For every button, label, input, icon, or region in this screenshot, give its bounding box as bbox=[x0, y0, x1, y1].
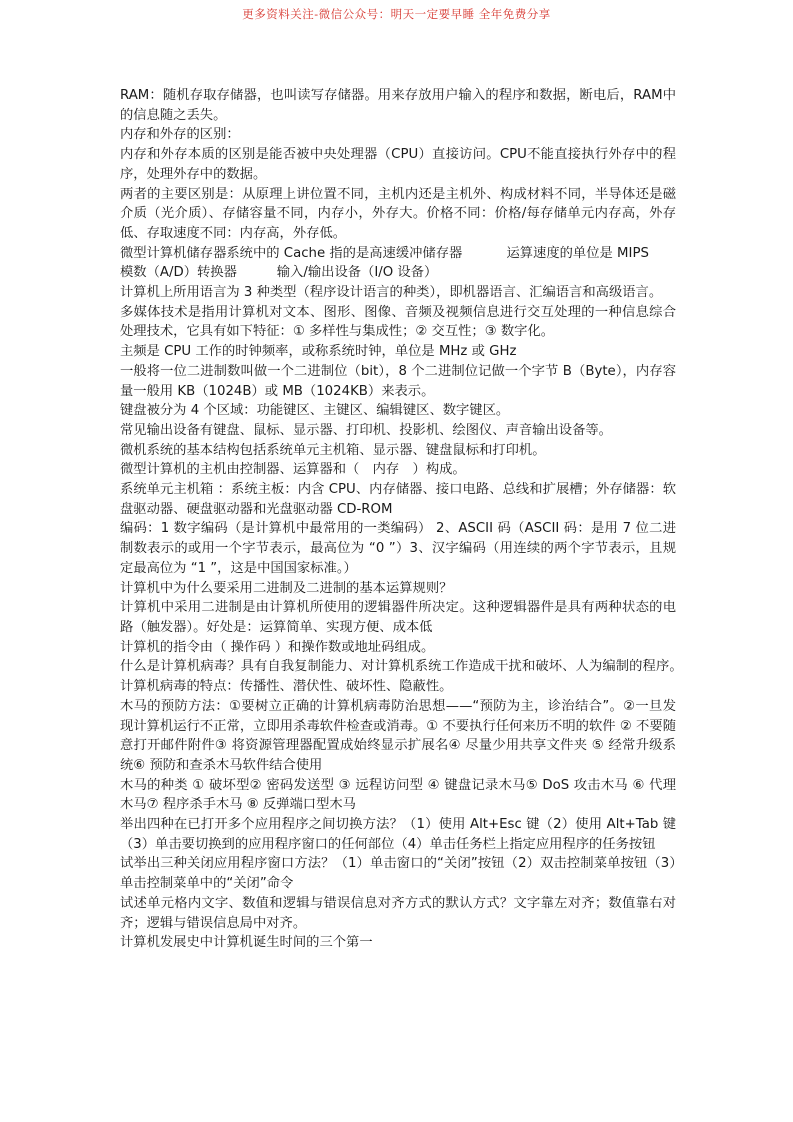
paragraph: 举出四种在已打开多个应用程序之间切换方法？（1）使用 Alt+Esc 键（2）使用 Alt+Tab 键（3）单击要切换到的应用程序窗口的任何部位（4）单击任务栏上指定应用程序的任务按钮 bbox=[120, 817, 676, 852]
paragraph: 木马的种类 ① 破坏型② 密码发送型 ③ 远程访问型 ④ 键盘记录木马⑤ DoS 攻击木马 ⑥ 代理木马⑦ 程序杀手木马 ⑧ 反弹端口型木马 bbox=[120, 777, 676, 813]
paragraph: 木马的预防方法：①要树立正确的计算机病毒防治思想——“预防为主，诊治结合”。②一旦发现计算机运行不正常，立即用杀毒软件检查或消毒。① 不要执行任何来历不明的软件 ② 不要随意打开邮件附件③ 将资源管理器配置成始终显示扩展名④ 尽量少用共享文件夹 ⑤ 经常升级系统⑥ 预防和查杀木马软件结合使用 bbox=[120, 698, 676, 773]
paragraph: 微机系统的基本结构包括系统单元主机箱、显示器、键盘鼠标和打印机。 bbox=[120, 442, 546, 458]
paragraph: 微型计算机的主机由控制器、运算器和（ 内存 ）构成。 bbox=[120, 462, 466, 478]
header-banner: 更多资料关注-微信公众号：明天一定要早睡 全年免费分享 bbox=[242, 7, 551, 21]
paragraph: 什么是计算机病毒？具有自我复制能力、对计算机系统工作造成干扰和破坏、人为编制的程序。 计算机病毒的特点：传播性、潜伏性、破坏性、隐蔽性。 bbox=[120, 659, 756, 695]
paragraph: 计算机中采用二进制是由计算机所使用的逻辑器件所决定。这种逻辑器件是具有两种状态的电路（触发器）。好处是：运算简单、实现方便、成本低 bbox=[120, 600, 676, 635]
paragraph: 系统单元主机箱 ：系统主板：内含 CPU、内存储器、接口电路、总线和扩展槽；外存储器：软盘驱动器、硬盘驱动器和光盘驱动器 CD-ROM bbox=[120, 482, 676, 517]
paragraph: 主频是 CPU 工作的时钟频率，或称系统时钟，单位是 MHz 或 GHz bbox=[120, 344, 517, 360]
paragraph: 模数（A/D）转换器 输入/输出设备（I/O 设备） bbox=[120, 265, 438, 281]
paragraph: 内存和外存的区别： bbox=[120, 127, 240, 143]
document-body bbox=[120, 86, 756, 953]
paragraph: 两者的主要区别是：从原理上讲位置不同，主机内还是主机外、构成材料不同，半导体还是磁介质（光介质）、存储容量不同，内存小，外存大。价格不同：价格/每存储单元内存高，外存低、存取速度不同：内存高，外存低。 bbox=[120, 186, 676, 241]
paragraph: 编码：1 数字编码（是计算机中最常用的一类编码） 2、ASCII 码（ASCII 码：是用 7 位二进制数表示的或用一个字节表示，最高位为 “0 ”）3、汉字编码（用连续的两个字节表示，且规定最高位为 “1 ”，这是中国国家标准。） bbox=[120, 521, 676, 576]
paragraph: 计算机上所用语言为 3 种类型（程序设计语言的种类），即机器语言、汇编语言和高级语言。 bbox=[120, 285, 663, 301]
paragraph: 内存和外存本质的区别是能否被中央处理器（CPU）直接访问。CPU不能直接执行外存中的程序，处理外存中的数据。 bbox=[120, 147, 676, 182]
paragraph: 计算机发展史中计算机诞生时间的三个第一 bbox=[120, 935, 373, 951]
paragraph: RAM：随机存取存储器，也叫读写存储器。用来存放用户输入的程序和数据，断电后，RAM中的信息随之丢失。 bbox=[120, 88, 676, 123]
paragraph: 一般将一位二进制数叫做一个二进制位（bit），8 个二进制位记做一个字节 B（Byte），内存容量一般用 KB（1024B）或 MB（1024KB）来表示。 bbox=[120, 363, 676, 399]
paragraph: 试举出三种关闭应用程序窗口方法？（1）单击窗口的“关闭”按钮（2）双击控制菜单按钮（3）单击控制菜单中的“关闭”命令 bbox=[120, 856, 676, 892]
paragraph: 试述单元格内文字、数值和逻辑与错误信息对齐方式的默认方式？文字靠左对齐；数值靠右对齐；逻辑与错误信息局中对齐。 bbox=[120, 895, 676, 931]
paragraph: 计算机中为什么要采用二进制及二进制的基本运算规则？ bbox=[120, 580, 453, 596]
paragraph: 微型计算机储存器系统中的 Cache 指的是高速缓冲储存器 运算速度的单位是 MIPS bbox=[120, 245, 649, 261]
paragraph: 常见输出设备有键盘、鼠标、显示器、打印机、投影机、绘图仪、声音输出设备等。 bbox=[120, 422, 612, 438]
paragraph: 多媒体技术是指用计算机对文本、图形、图像、音频及视频信息进行交互处理的一种信息综合处理技术，它具有如下特征：① 多样性与集成性；② 交互性；③ 数字化。 bbox=[120, 304, 676, 340]
paragraph: 计算机的指令由（ 操作码 ）和操作数或地址码组成。 bbox=[120, 639, 435, 655]
paragraph: 键盘被分为 4 个区域：功能键区、主键区、编辑键区、数字键区。 bbox=[120, 403, 510, 419]
